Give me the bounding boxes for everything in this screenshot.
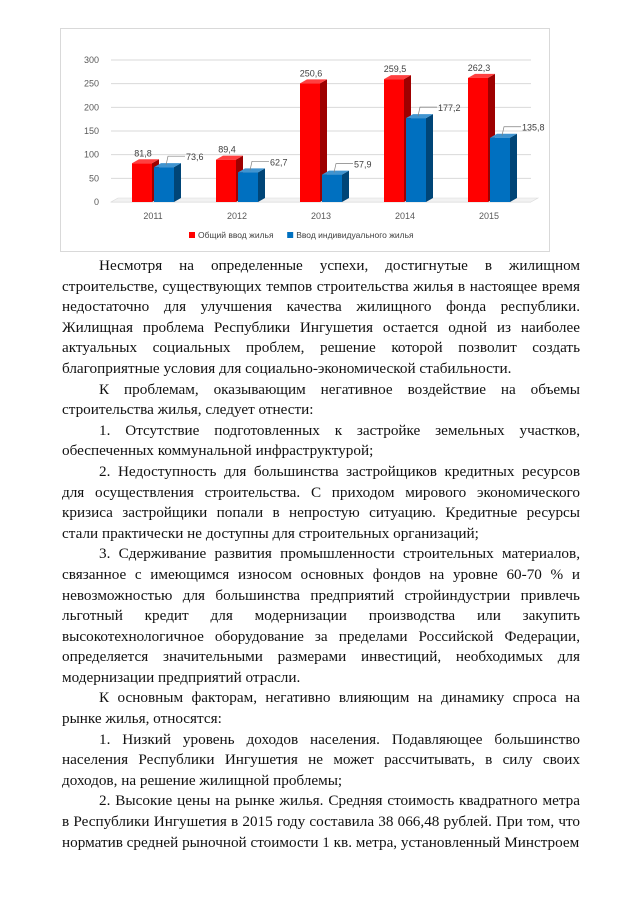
paragraph: Несмотря на определенные успехи, достигнутые в жилищном строительстве, существующих темпов строительства жилья в настоящее время недостаточно для улучшения качества жилищного фонда республики. Жилищная проблема Республики Ингушетия остается одной из наиболее актуальных социальных проблем, решение которой позволит создать благоприятные условия для социально-экономической стабильности. <box>62 257 580 377</box>
chart-svg <box>61 29 549 251</box>
x-tick-label: 2015 <box>478 211 500 221</box>
paragraph: К проблемам, оказывающим негативное воздействие на объемы строительства жилья, следует отнести: <box>62 380 580 419</box>
data-label: 89,4 <box>218 144 236 155</box>
bar-individual <box>406 118 426 202</box>
x-tick-label: 2011 <box>143 211 163 221</box>
legend-swatch <box>189 232 195 238</box>
data-label: 259,5 <box>383 64 407 75</box>
bar-total <box>468 78 488 202</box>
bar-total <box>216 160 236 202</box>
bar-individual <box>490 138 510 202</box>
y-tick-label: 150 <box>83 126 99 136</box>
bar-side-individual <box>342 171 349 202</box>
data-label: 73,6 <box>186 152 204 163</box>
y-tick-label: 50 <box>88 173 99 184</box>
bar-side-individual <box>426 114 433 202</box>
data-label: 135,8 <box>522 122 545 133</box>
bar-individual <box>238 172 258 202</box>
y-tick-label: 0 <box>93 197 99 207</box>
paragraph: К основным факторам, негативно влияющим на динамику спроса на рынке жилья, относятся: <box>62 689 580 728</box>
data-label: 177,2 <box>438 103 461 114</box>
legend-swatch <box>287 232 293 238</box>
bar-total <box>132 163 152 202</box>
paragraph: 1. Отсутствие подготовленных к застройке земельных участков, обеспеченных коммунальной инфраструктурой; <box>62 421 580 460</box>
bar-individual <box>322 175 342 202</box>
y-tick-label: 100 <box>83 149 99 160</box>
data-label: 262,3 <box>467 62 491 73</box>
y-tick-label: 300 <box>83 55 99 65</box>
data-label: 250,6 <box>299 68 323 79</box>
legend-label: Общий ввод жилья <box>198 230 274 240</box>
x-tick-label: 2014 <box>394 211 416 221</box>
paragraph: 3. Сдерживание развития промышленности строительных материалов, связанное с имеющимся износом основных фондов на уровне 60-70 % и невозможностью для большинства предприятий стройиндустрии привлечь льготный кредит для модернизации производства или закупить высокотехнологичное оборудование за пределами Российской Федерации, определяется значительными размерами инвестиций, необходимых для модернизации предприятий отрасли. <box>62 545 580 686</box>
bar-total <box>384 79 404 202</box>
bar-side-individual <box>510 134 517 202</box>
data-label: 57,9 <box>354 159 372 170</box>
y-tick-label: 200 <box>83 102 99 113</box>
paragraph: 2. Высокие цены на рынке жилья. Средняя стоимость квадратного метра в Республики Ингушетия в 2015 году составила 38 066,48 рублей. При том, что норматив средней рыночной стоимости 1 кв. метра, установленный Минстроем <box>62 792 580 851</box>
data-label: 62,7 <box>270 157 288 168</box>
paragraph: 2. Недоступность для большинства застройщиков кредитных ресурсов для осуществления строительства. С приходом мирового экономического кризиса застройщики попали в непростую ситуацию. Кредитные ресурсы стали практически не доступны для строительных организаций; <box>62 462 580 542</box>
bar-side-individual <box>174 163 181 202</box>
y-tick-label: 250 <box>83 78 99 89</box>
bar-chart <box>60 28 550 252</box>
legend-label: Ввод индивидуального жилья <box>296 230 414 240</box>
x-tick-label: 2013 <box>310 211 332 221</box>
data-label: 81,8 <box>134 148 152 159</box>
bar-total <box>300 83 320 202</box>
document-body <box>62 256 580 853</box>
paragraph: 1. Низкий уровень доходов населения. Подавляющее большинство населения Республики Ингушетия не может рассчитывать, в силу своих доходов, на решение жилищной проблемы; <box>62 730 580 789</box>
x-tick-label: 2012 <box>226 211 248 221</box>
bar-individual <box>154 167 174 202</box>
bar-side-individual <box>258 168 265 202</box>
